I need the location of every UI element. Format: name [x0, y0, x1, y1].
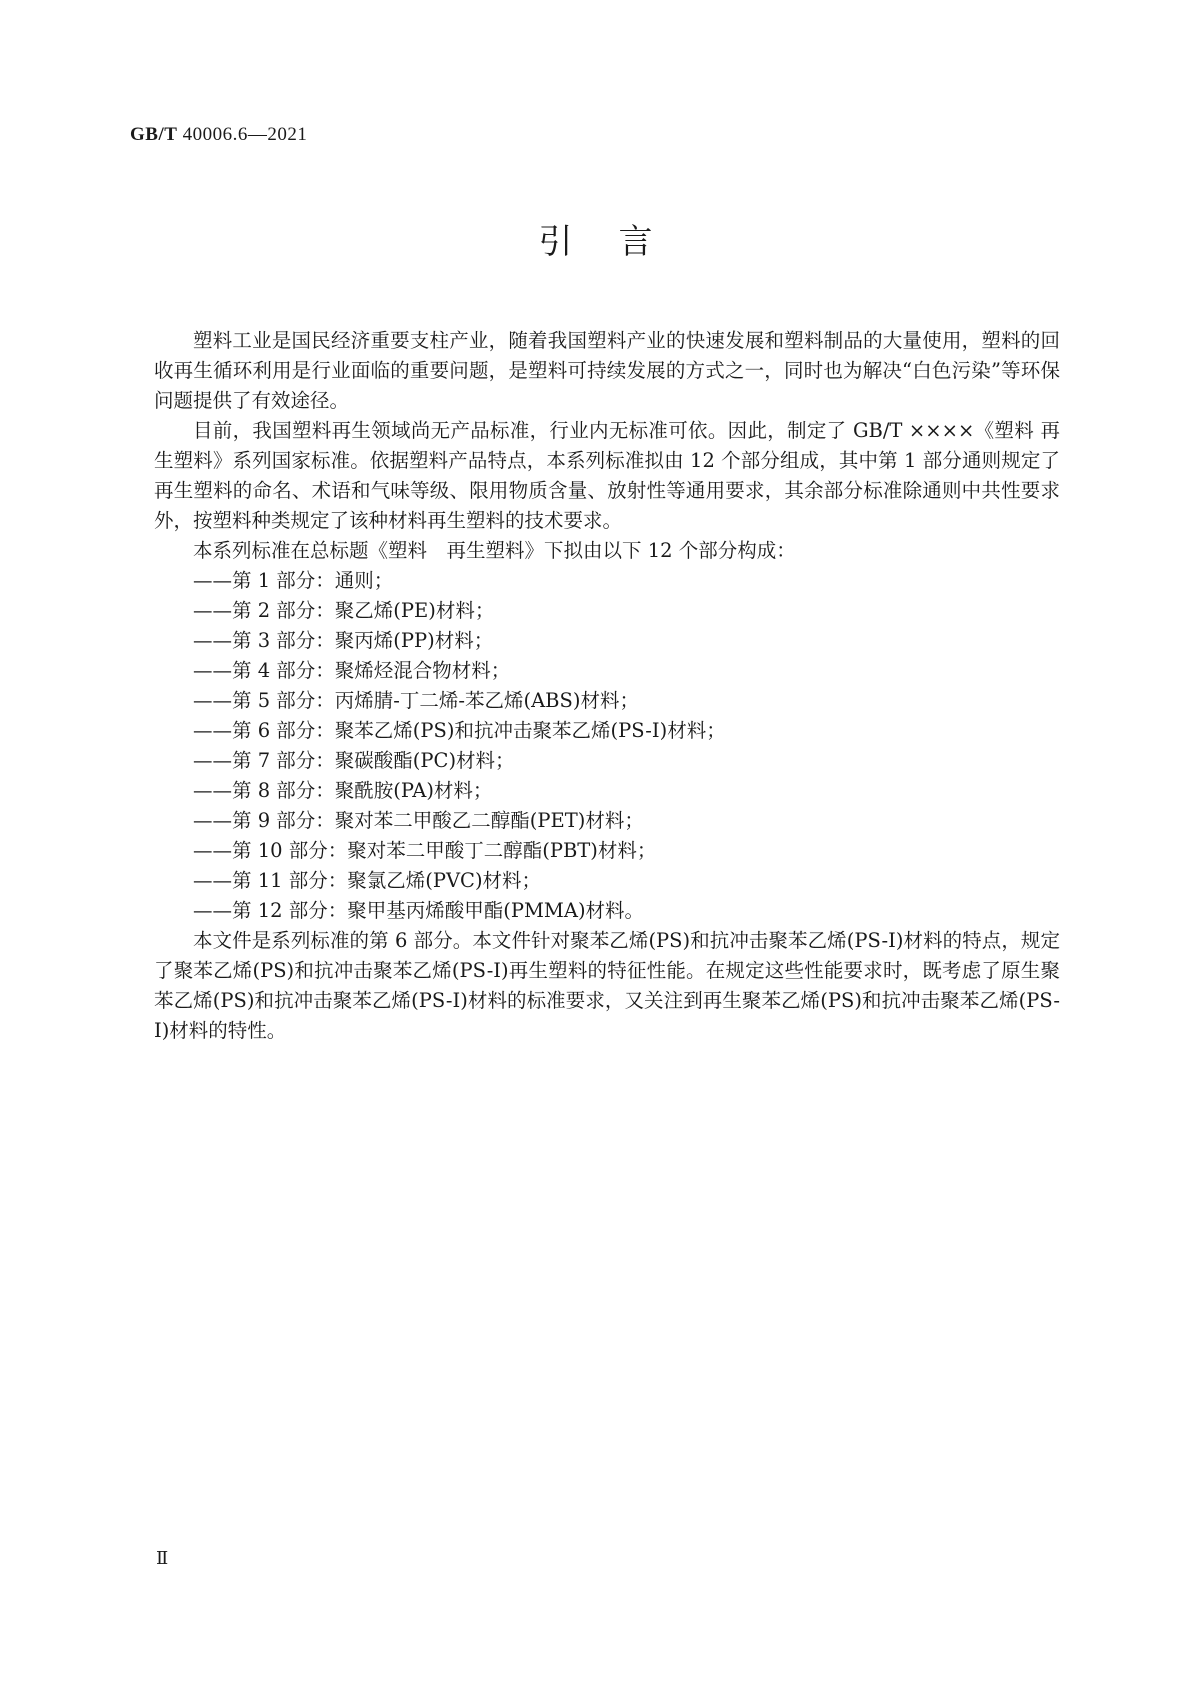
list-item: ——第 2 部分：聚乙烯(PE)材料；	[193, 599, 495, 622]
list-item: ——第 1 部分：通则；	[193, 569, 394, 592]
list-item: ——第 4 部分：聚烯烃混合物材料；	[193, 659, 511, 682]
standard-number: 40006.6—2021	[182, 124, 308, 145]
list-item: ——第 6 部分：聚苯乙烯(PS)和抗冲击聚苯乙烯(PS-I)材料；	[193, 719, 726, 742]
paragraph: 本系列标准在总标题《塑料 再生塑料》下拟由以下 12 个部分构成：	[193, 539, 796, 562]
page-number: Ⅱ	[156, 1548, 169, 1568]
parts-list	[154, 566, 1060, 926]
list-item: ——第 9 部分：聚对苯二甲酸乙二醇酯(PET)材料；	[193, 809, 644, 832]
list-item: ——第 11 部分：聚氯乙烯(PVC)材料；	[193, 869, 542, 892]
list-item: ——第 7 部分：聚碳酸酯(PC)材料；	[193, 749, 515, 772]
list-item: ——第 3 部分：聚丙烯(PP)材料；	[193, 629, 494, 652]
page-title: 引言	[538, 222, 699, 262]
paragraph: 塑料工业是国民经济重要支柱产业，随着我国塑料产业的快速发展和塑料制品的大量使用，塑料的回收再生循环利用是行业面临的重要问题，是塑料可持续发展的方式之一，同时也为解决“白色污染”等环保问题提供了有效途径。	[154, 329, 1060, 412]
list-item: ——第 12 部分：聚甲基丙烯酸甲酯(PMMA)材料。	[193, 899, 645, 922]
paragraph: 目前，我国塑料再生领域尚无产品标准，行业内无标准可依。因此，制定了 GB/T ××××《塑料 再生塑料》系列国家标准。依据塑料产品特点，本系列标准拟由 12 个部分组成，其中第 1 部分通则规定了再生塑料的命名、术语和气味等级、限用物质含量、放射性等通用要求，其余部分标准除通则中共性要求外，按塑料种类规定了该种材料再生塑料的技术要求。	[154, 419, 1060, 532]
list-item: ——第 8 部分：聚酰胺(PA)材料；	[193, 779, 493, 802]
list-item: ——第 10 部分：聚对苯二甲酸丁二醇酯(PBT)材料；	[193, 839, 657, 862]
document-body	[154, 326, 1060, 1046]
list-item: ——第 5 部分：丙烯腈-丁二烯-苯乙烯(ABS)材料；	[193, 689, 639, 712]
standard-code	[130, 124, 307, 146]
closing-paragraph: 本文件是系列标准的第 6 部分。本文件针对聚苯乙烯(PS)和抗冲击聚苯乙烯(PS-I)材料的特点，规定了聚苯乙烯(PS)和抗冲击聚苯乙烯(PS-I)再生塑料的特征性能。在规定这些性能要求时，既考虑了原生聚苯乙烯(PS)和抗冲击聚苯乙烯(PS-I)材料的标准要求，又关注到再生聚苯乙烯(PS)和抗冲击聚苯乙烯(PS-I)材料的特性。	[154, 929, 1060, 1042]
standard-prefix: GB/T	[130, 124, 178, 145]
